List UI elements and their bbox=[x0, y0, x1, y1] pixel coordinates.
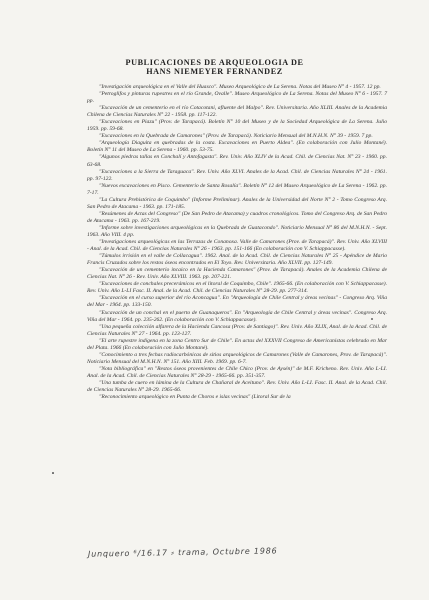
publication-entry: "Informe sobre investigaciones arqueológicas en la Quebrada de Guatacondo". Noticiario Mensual N° 86 del M.N.H.N. - Sept. 1963. Año VIII. 4 pp. bbox=[87, 224, 387, 238]
publication-entry: "Nota bibliográfica" en "Restos óseos provenientes de Chile Chico (Prov. de Aysén)" de M.F. Kricheno. Rev. Univ. Año L-LI. Anal. de la Acad. Chil. de Ciencias Naturales N° 28-29 - 1965-66. pp. 351-357. bbox=[87, 365, 387, 379]
document-title-line-2: HANS NIEMEYER FERNANDEZ bbox=[146, 67, 283, 76]
publication-entry: "Una tumba de cuero en lámina de la Cultura de Chañaral de Aceituno". Rev. Univ. Año L-LI. Fasc. II. Anal. de la Acad. Chil. de Ciencias Naturales N° 28-29. 1965-66. bbox=[87, 379, 387, 394]
publication-entry: "Excavaciones a la Sierra de Taraguaca". Rev. Univ. Año XLVI. Anales de la Acad. Chil. de Ciencias Naturales N° 24 - 1961. pp. 97-122. bbox=[87, 168, 387, 182]
publication-entry: "La Cultura Prehistórica de Coquimbo" (Informe Preliminar). Anales de la Universidad del Norte N° 2 - Tomo Congreso Arq. San Pedro de Atacama - 1963. pp. 171-185. bbox=[87, 196, 387, 210]
publication-entry: "Reconocimiento arqueológico en Punta de Choros e islas vecinas" (Litoral Sur de la bbox=[99, 394, 291, 401]
publication-entry: "Investigación arqueológica en el Valle del Huasco". Museo Arqueológico de La Serena. Notas del Museo N° 4 - 1957. 12 pp. bbox=[99, 84, 381, 90]
publication-entry: "Una pequeña colección alfarera de la Hacienda Cancosa (Prov. de Santiago)". Rev. Univ. Año XLIX, Anal. de la Acad. Chil. de Ciencias Naturales N° 27 - 1964. pp. 123-127. bbox=[87, 323, 387, 337]
document-title-line-1: PUBLICACIONES DE ARQUEOLOGIA DE bbox=[125, 58, 304, 67]
publication-entry: "Excavación de un cementerio incaico en la Hacienda Camarones" (Prov. de Tarapacá). Anales de la Academia Chilena de Ciencias Nat. N° 26 - Rev. Univ. Año XLVIII. 1963. pp. 207-221. bbox=[87, 267, 387, 281]
scan-speck bbox=[52, 472, 54, 474]
publication-entry: "Resúmenes de Actas del Congreso" (De San Pedro de Atacama) y cuadros cronológicos. Tomo del Congreso Arq. de San Pedro de Atacama - 1963. pp. 167-219. bbox=[87, 210, 387, 224]
publication-entry: "Investigaciones arqueológicas en las Terrazas de Conanoxa. Valle de Camarones (Prov. de Tarapacá)". Rev. Univ. Año XLVIII - Anal. de la Acad. Chil. de Ciencias Naturales N° 26 - 1963. pp. 151-166 (En colaboración con V. Schiappacasse). bbox=[87, 239, 387, 253]
publication-list bbox=[87, 84, 387, 401]
publication-entry: "Excavaciones en Piazu" (Prov. de Tarapacá). Boletín N° 10 del Museo y de la Sociedad Arqueológica de La Serena. Julio 1959. pp. 59-68. bbox=[87, 119, 387, 133]
publication-entry: "Conocimiento a tres fechas radiocarbónicas de sitios arqueológicos de Camarones (Valle de Camarones, Prov. de Tarapacá)". Noticiario Mensual del M.N.H.N. N° 151. Año XIII. Feb. 1969. pp. 6-7. bbox=[87, 351, 387, 365]
publication-entry: "Excavación en el curso superior del río Aconcagua". En "Arqueología de Chile Central y áreas vecinas" - Congreso Arq. Viña del Mar - 1964. pp. 133-150. bbox=[87, 295, 387, 309]
publication-entry: "Excavaciones en la Quebrada de Camarones" (Prov. de Tarapacá). Noticiario Mensual del M.N.H.N. N° 39 - 1959. 7 pp. bbox=[99, 133, 373, 140]
publication-entry: "Excavaciones de conchales precerámicos en el litoral de Coquimbo, Chile". 1965-66. (En colaboración con V. Schiappacasse). Rev. Univ. Año L-LI Fasc. II. Anal. de la Acad. Chil. de Ciencias Naturales N° 28-29. pp. 277-314. bbox=[87, 281, 387, 295]
publication-entry: "El arte rupestre indígena en la zona Centro Sur de Chile". En actas del XXXVII Congreso de Americanistas celebrado en Mar del Plata. 1966 (En colaboración con Julio Montané). bbox=[87, 337, 387, 351]
publication-entry: "Excavación de un cementerio en el río Cotacotani, afluente del Malpo". Rev. Universitaria. Año XLIII. Anales de la Academia Chilena de Ciencias Naturales N° 22 - 1958. pp. 117-122. bbox=[87, 105, 387, 119]
publication-entry: "Nuevos excavaciones en Pisco. Cementerio de Santa Rosalía". Boletín N° 12 del Museo Arqueológico de La Serena - 1962. pp. 7-17. bbox=[87, 182, 387, 196]
publication-entry: "Túmulos irrisión en el valle de Collacagua". 1962. Anal. de la Acad. Chil. de Ciencias Naturales N° 25 - Apéndice de Mario Francis Cruzados sobre los restos óseos encontrados en El Toyo. Rev. Universitaria. Año XLVII. pp. 127-149. bbox=[87, 253, 387, 267]
publication-entry: "Arqueología Diaguita en quebradas de la costa. Excavaciones en Puerto Aldea". (En colaboración con Julio Montané). Boletín N° 11 del Museo de La Serena - 1960. pp. 53-75. bbox=[87, 140, 387, 154]
handwritten-annotation: Junquero ⁶/16.17 ⸗ trama, Octubre 1986 bbox=[87, 546, 278, 559]
publication-entry: "Petroglifos y pinturas rupestres en el río Grande, Ovalle". Museo Arqueológico de La Serena. Notas del Museo N° 6 - 1957. 7 pp. bbox=[87, 91, 387, 105]
scan-speck bbox=[371, 318, 373, 320]
publication-entry: "Excavación de un conchal en el puerto de Guanaqueros". En "Arqueología de Chile Central y áreas vecinas". Congreso Arq. Viña del Mar - 1964. pp. 235-262. (En colaboración con V. Schiappacasse). bbox=[87, 309, 387, 323]
publication-entry: "Algunos piedras tallas en Conchalí y Antofagasta". Rev. Univ. Año XLIV de la Acad. Chil. de Ciencias Nat. N° 23 - 1960. pp. 63-68. bbox=[87, 154, 387, 168]
